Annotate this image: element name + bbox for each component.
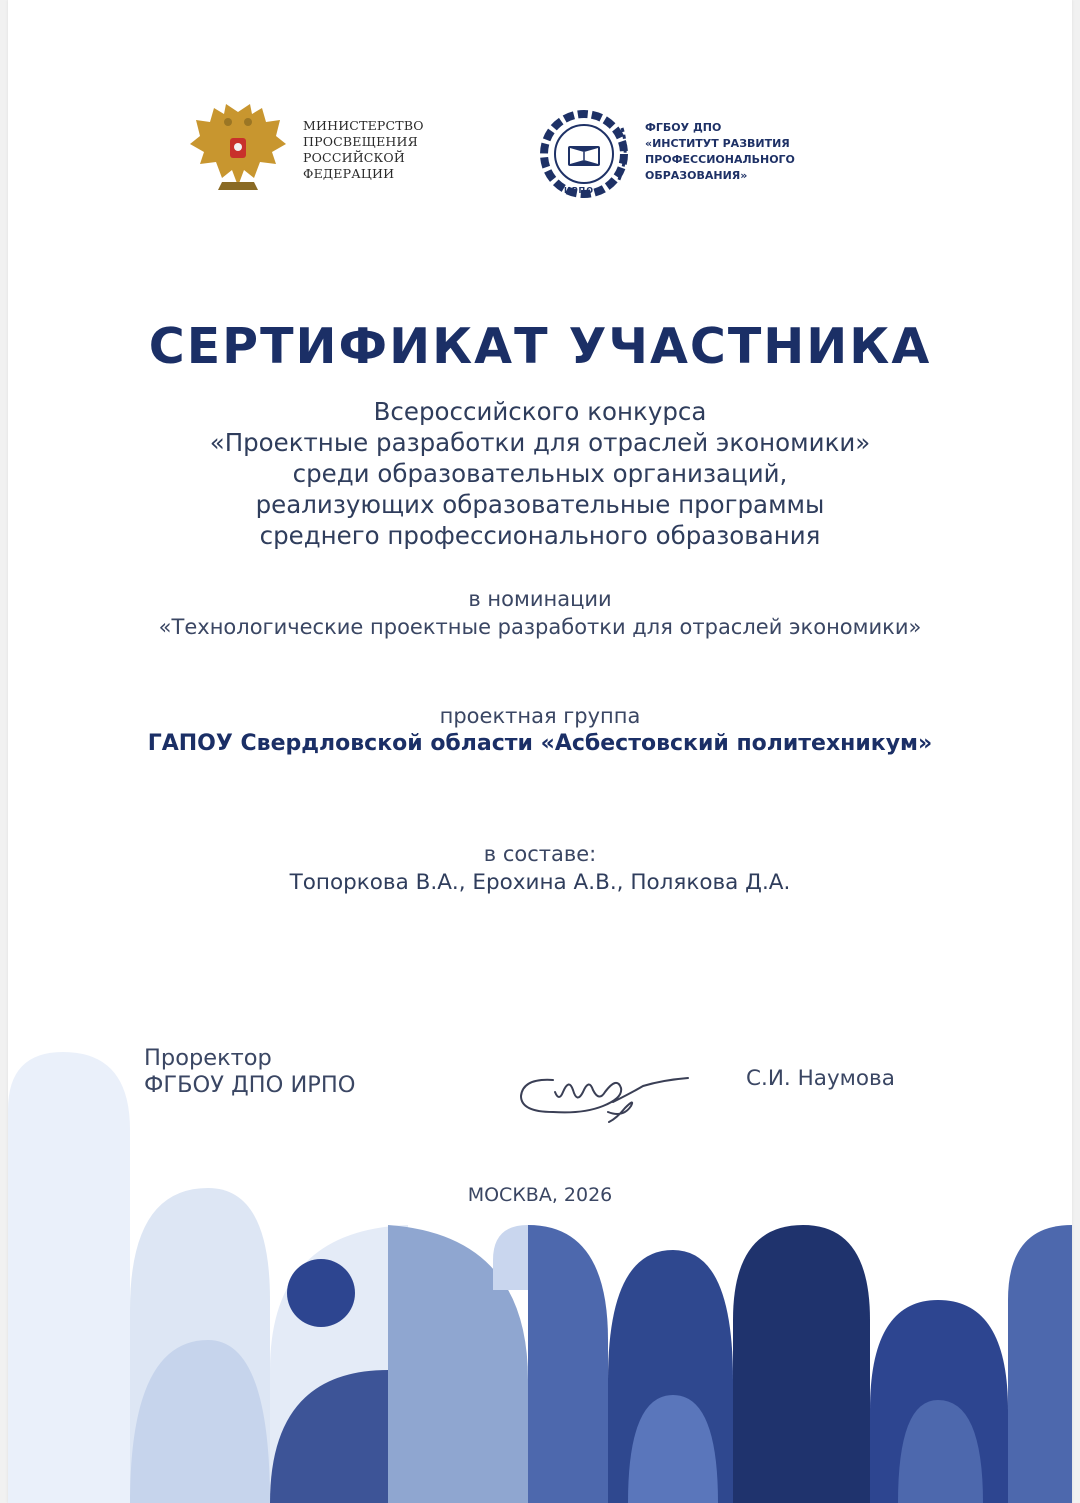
certificate-title: СЕРТИФИКАТ УЧАСТНИКА: [148, 318, 932, 375]
certificate-page: [8, 0, 1072, 1503]
deco-shape-pillar-navy: [733, 1225, 870, 1503]
deco-shape-dot: [287, 1259, 355, 1327]
ministry-logo-text: [303, 118, 424, 182]
handwritten-signature-icon: [513, 1062, 693, 1132]
signer-position: [144, 1045, 356, 1099]
irpo-line: ПРОФЕССИОНАЛЬНОГО: [645, 153, 795, 166]
ministry-line: ФЕДЕРАЦИИ: [303, 166, 395, 181]
ministry-line: ПРОСВЕЩЕНИЯ: [303, 134, 418, 149]
contest-description: [8, 396, 1072, 551]
deco-shape-small-arch: [493, 1225, 528, 1290]
members-label: в составе:: [483, 842, 597, 866]
city-year: МОСКВА, 2026: [467, 1184, 613, 1206]
group-label: проектная группа: [439, 704, 641, 728]
signer-position-line: ФГБОУ ДПО ИРПО: [144, 1072, 356, 1098]
deco-shape-pillar-left: [8, 1052, 130, 1503]
irpo-line: «ИНСТИТУТ РАЗВИТИЯ: [645, 137, 790, 150]
nomination-block: [8, 585, 1072, 641]
members-list: Топоркова В.А., Ерохина А.В., Полякова Д.А.: [289, 870, 791, 895]
eagle-emblem-icon: [188, 100, 288, 196]
contest-line: среди образовательных организаций,: [292, 459, 788, 488]
contest-line: «Проектные разработки для отраслей экономики»: [209, 428, 871, 457]
contest-line: реализующих образовательные программы: [255, 490, 825, 519]
contest-line: Всероссийского конкурса: [373, 397, 707, 426]
deco-shape-pillar-right: [1008, 1225, 1072, 1503]
group-name: ГАПОУ Свердловской области «Асбестовский политехникум»: [147, 731, 933, 756]
irpo-ring-text: ИРПО: [564, 186, 595, 195]
nomination-name: «Технологические проектные разработки для отраслей экономики»: [158, 615, 922, 639]
contest-line: среднего профессионального образования: [259, 521, 821, 550]
irpo-line: ОБРАЗОВАНИЯ»: [645, 169, 748, 182]
irpo-line: ФГБОУ ДПО: [645, 121, 722, 134]
signer-name: С.И. Наумова: [746, 1066, 895, 1091]
irpo-logo-text: [645, 120, 795, 184]
signer-position-line: Проректор: [144, 1045, 272, 1071]
ministry-line: РОССИЙСКОЙ: [303, 150, 405, 165]
nomination-label: в номинации: [468, 587, 612, 611]
deco-shape-pillar-blue: [528, 1225, 608, 1503]
ministry-line: МИНИСТЕРСТВО: [303, 118, 424, 133]
